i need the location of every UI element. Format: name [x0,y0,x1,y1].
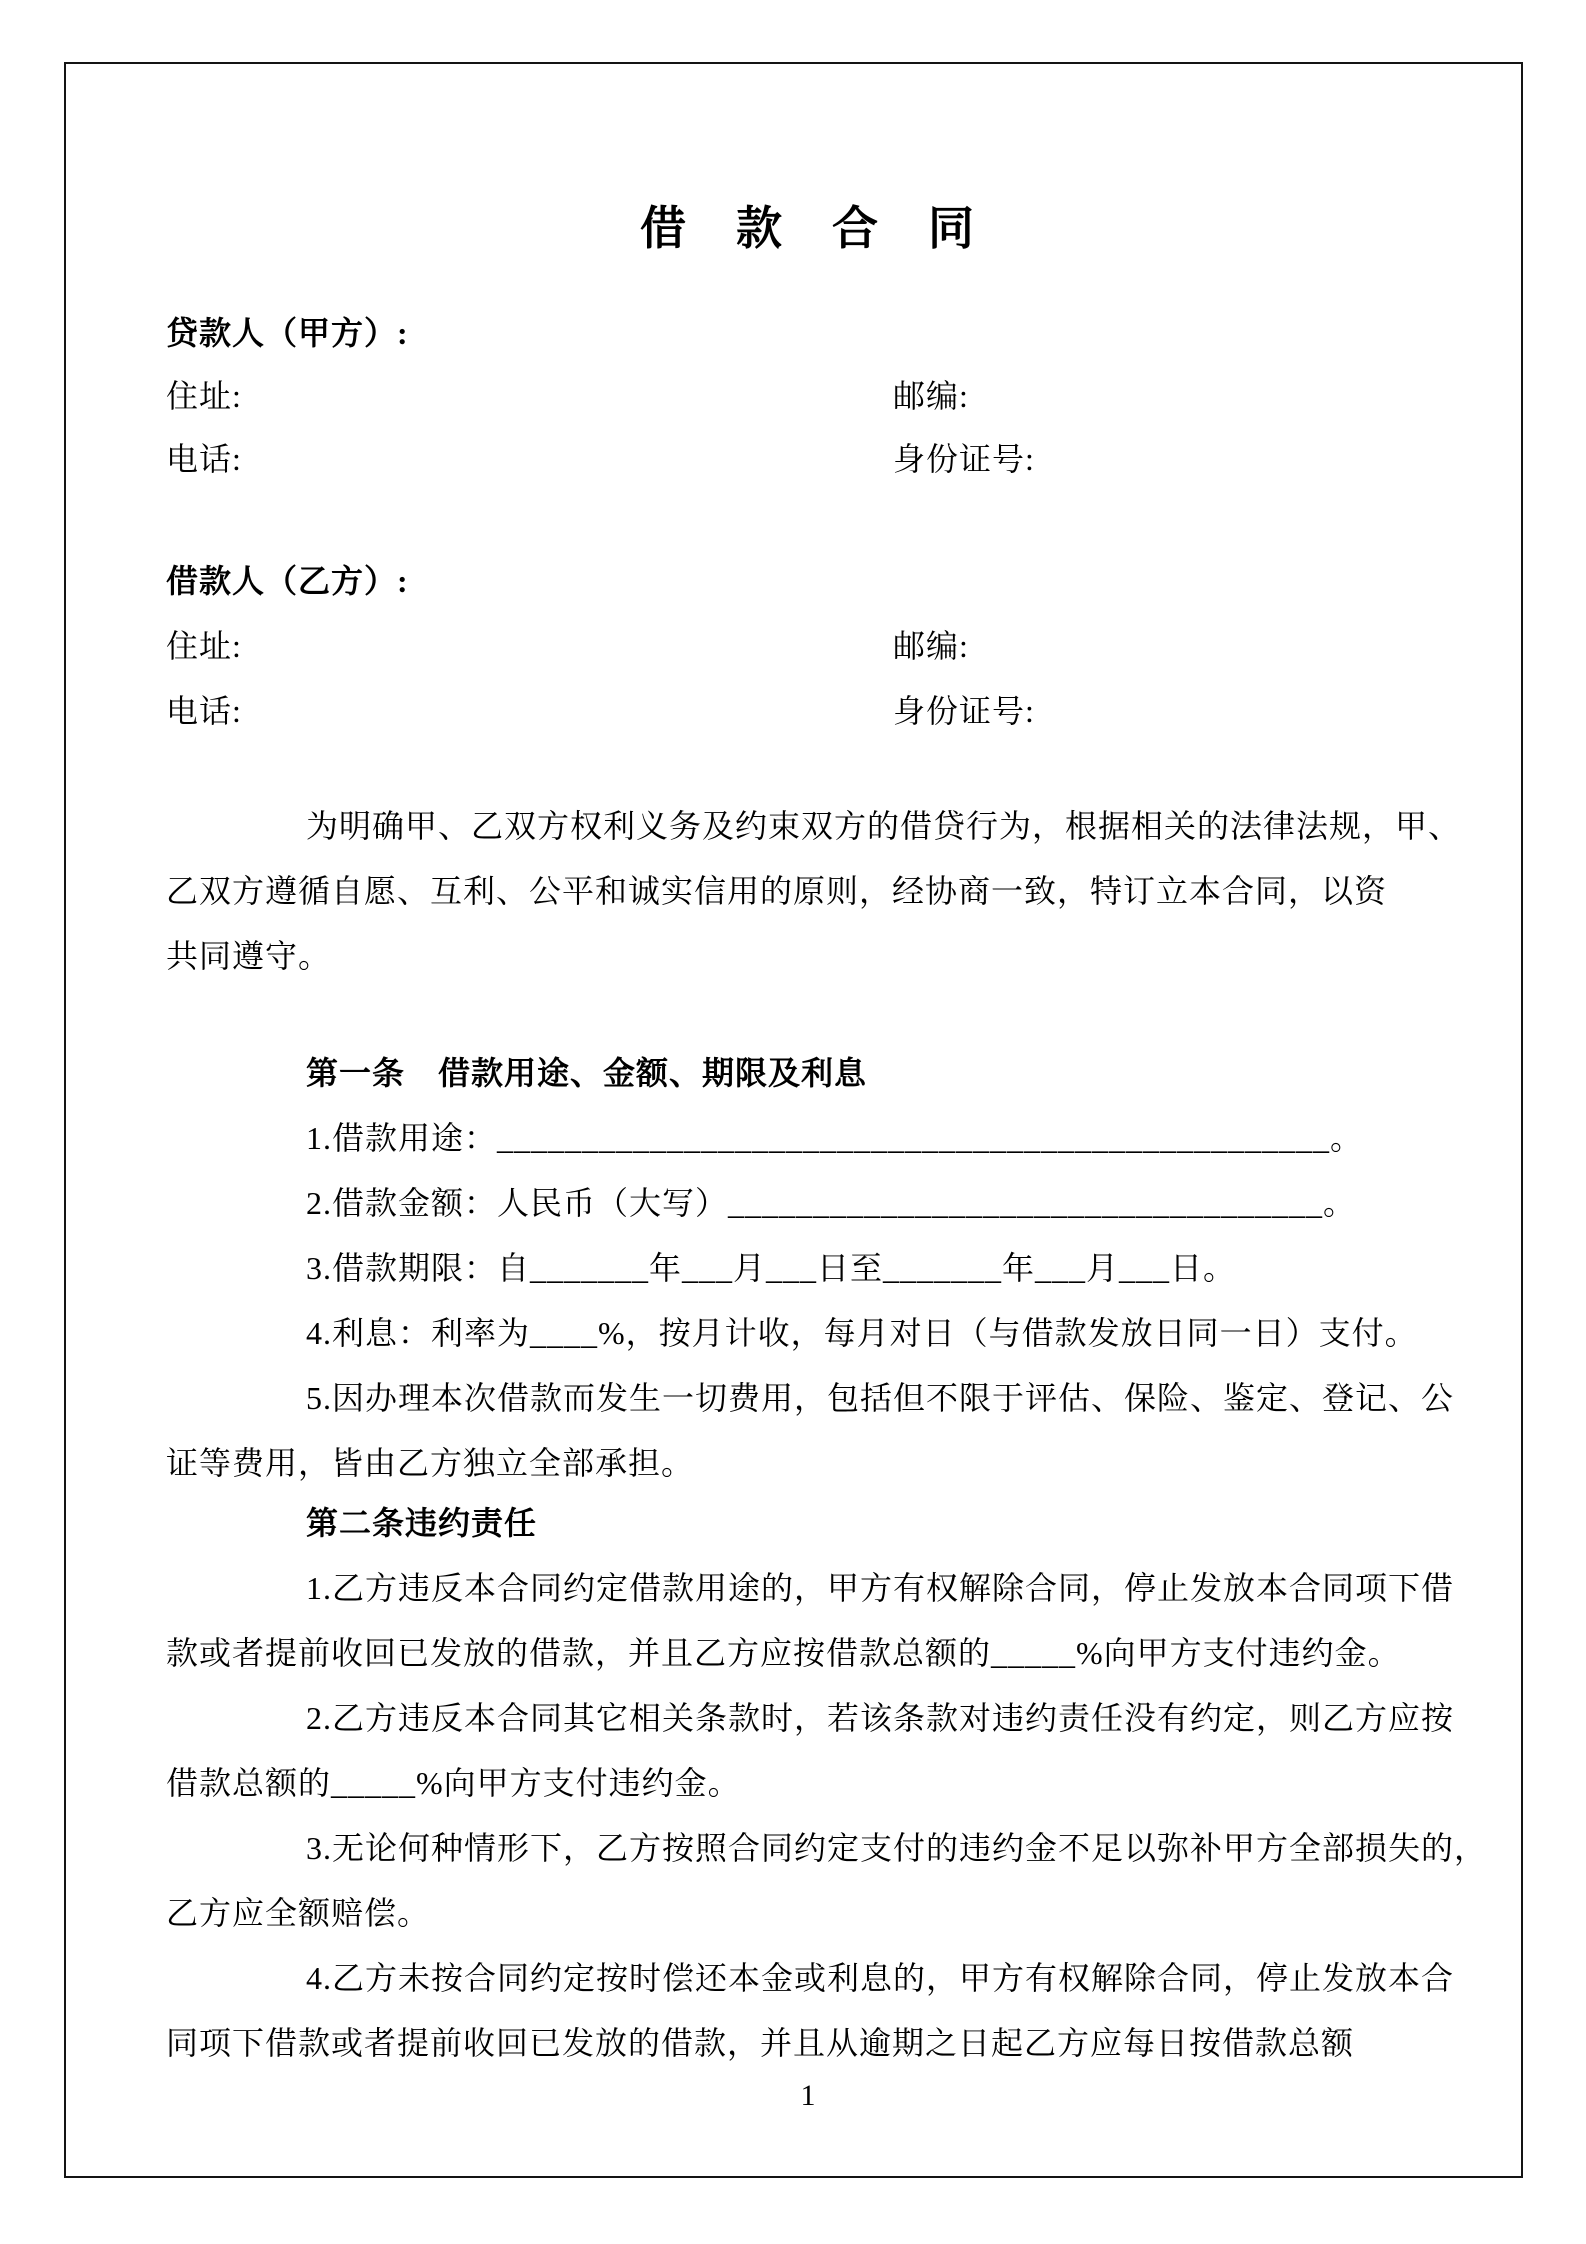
party-b-heading: 借款人（乙方）: [166,563,409,599]
party-a-phone-label: 电话: [166,441,242,477]
party-a-row-address [166,376,1450,416]
article-2-clause-2-line-2: 借款总额的_____%向甲方支付违约金。 [166,1765,741,1801]
article-2-clause-1-line-1: 1.乙方违反本合同约定借款用途的，甲方有权解除合同，停止发放本合同项下借 [306,1570,1455,1606]
article-1-item-term: 3.借款期限：自_______年___月___日至_______年___月___日。 [306,1250,1237,1286]
document-title: 借 款 合 同 [640,203,976,254]
preamble-line: 乙双方遵循自愿、互利、公平和诚实信用的原则，经协商一致，特订立本合同，以资 [166,873,1388,909]
party-a-address-label: 住址: [166,378,242,414]
article-1-item-fees-line-2: 证等费用，皆由乙方独立全部承担。 [166,1445,695,1481]
party-a-id-label: 身份证号: [893,441,1035,477]
article-1-heading: 第一条 借款用途、金额、期限及利息 [306,1055,868,1091]
party-b-id-label: 身份证号: [893,693,1035,729]
article-2-clause-2-line-1: 2.乙方违反本合同其它相关条款时，若该条款对违约责任没有约定，则乙方应按 [306,1700,1455,1736]
party-b-postcode-label: 邮编: [893,628,969,664]
preamble-line: 共同遵守。 [166,938,332,974]
article-2-clause-4-line-1: 4.乙方未按合同约定按时偿还本金或利息的，甲方有权解除合同，停止发放本合 [306,1960,1455,1996]
article-1-item-purpose: 1.借款用途：_________________________________________________。 [306,1120,1364,1156]
party-a-heading: 贷款人（甲方）: [166,315,409,351]
party-b-phone-label: 电话: [166,693,242,729]
party-a-row-phone [166,439,1450,479]
party-b-row-phone [166,691,1450,731]
contract-body [166,0,1488,2244]
party-a-postcode-label: 邮编: [893,378,969,414]
article-2-clause-1-line-2: 款或者提前收回已发放的借款，并且乙方应按借款总额的_____%向甲方支付违约金。 [166,1635,1401,1671]
article-2-clause-4-line-2: 同项下借款或者提前收回已发放的借款，并且从逾期之日起乙方应每日按借款总额 [166,2025,1355,2061]
preamble-line: 为明确甲、乙双方权利义务及约束双方的借贷行为，根据相关的法律法规，甲、 [306,808,1462,844]
article-1-item-amount: 2.借款金额：人民币（大写）___________________________________。 [306,1185,1357,1221]
party-b-row-address [166,626,1450,666]
page-number: 1 [800,2079,816,2112]
article-2-clause-3-line-2: 乙方应全额赔偿。 [166,1895,431,1931]
article-1-item-interest: 4.利息：利率为____%，按月计收，每月对日（与借款发放日同一日）支付。 [306,1315,1418,1351]
party-b-address-label: 住址: [166,628,242,664]
article-1-item-fees-line-1: 5.因办理本次借款而发生一切费用，包括但不限于评估、保险、鉴定、登记、公 [306,1380,1455,1416]
article-2-clause-3-line-1: 3.无论何种情形下，乙方按照合同约定支付的违约金不足以弥补甲方全部损失的， [306,1830,1488,1866]
article-2-heading: 第二条违约责任 [306,1505,538,1541]
